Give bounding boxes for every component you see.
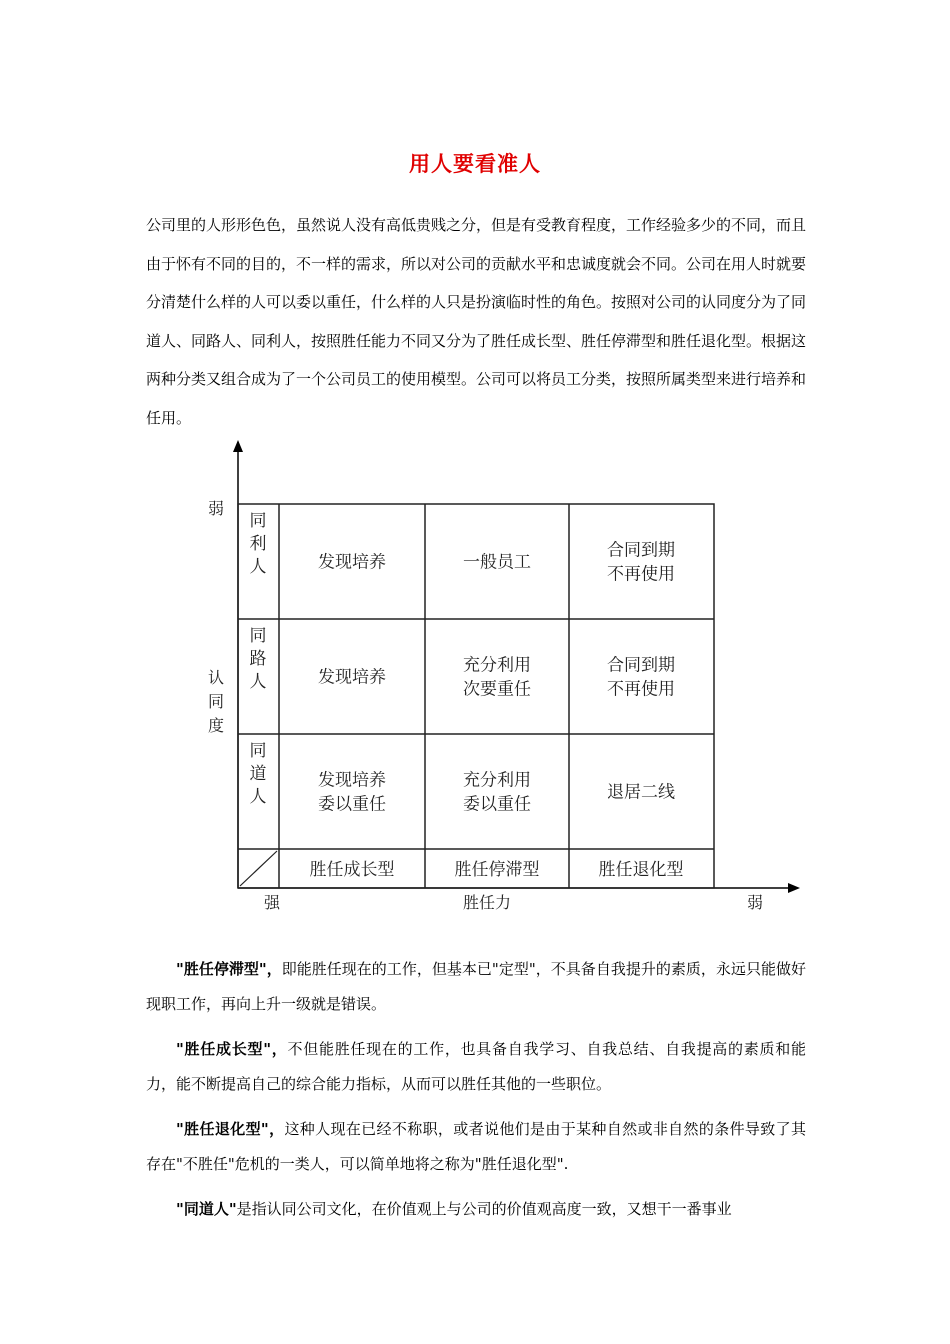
row-label-char: 利 — [249, 534, 267, 554]
y-axis-label: 认同度 — [207, 668, 225, 735]
x-axis-arrow — [788, 883, 800, 893]
row-label-char: 人 — [249, 787, 267, 807]
term: "胜任停滞型"， — [176, 960, 282, 978]
grid-cell-text: 合同到期 — [607, 655, 675, 676]
grid-border — [238, 504, 714, 888]
body: 即能胜任现在的工作，但基本已"定型"，不具备自我提升的素质，永远只能做好现职工作，再向上升一级就是错误。 — [146, 960, 806, 1013]
column-label: 胜任成长型 — [309, 860, 395, 880]
x-axis-left-label: 强 — [263, 893, 281, 912]
corner-diagonal — [240, 851, 277, 886]
grid-cell-text: 发现培养 — [318, 667, 386, 688]
grid-cell-text: 一般员工 — [463, 552, 531, 573]
row-label-char: 同 — [249, 741, 267, 761]
grid-cell-text: 次要重任 — [463, 679, 531, 700]
grid-cell-text: 不再使用 — [607, 564, 675, 585]
row-label-char: 人 — [249, 557, 267, 577]
x-axis-label: 胜任力 — [462, 893, 512, 912]
body: 不但能胜任现在的工作，也具备自我学习、自我总结、自我提高的素质和能力，能不断提高自己的综合能力指标，从而可以胜任其他的一些职位。 — [146, 1040, 806, 1093]
row-label-char: 人 — [249, 672, 267, 692]
x-axis-right-label: 弱 — [746, 893, 764, 912]
grid-cell-text: 发现培养 — [318, 552, 386, 573]
row-label-char: 道 — [249, 764, 267, 784]
column-label: 胜任退化型 — [598, 860, 684, 880]
term: "同道人" — [176, 1200, 237, 1218]
grid-cell-text: 不再使用 — [607, 679, 675, 700]
grid-cell-text: 委以重任 — [318, 794, 386, 815]
grid-cell-text: 退居二线 — [607, 782, 675, 803]
page-title: 用人要看准人 — [409, 151, 541, 176]
term: "胜任成长型"， — [176, 1040, 288, 1058]
y-axis-top-label: 弱 — [207, 499, 225, 518]
paragraph-regress — [146, 1112, 806, 1182]
intro-paragraph: 公司里的人形形色色，虽然说人没有高低贵贱之分，但是有受教育程度，工作经验多少的不同，而且由于怀有不同的目的，不一样的需求，所以对公司的贡献水平和忠诚度就会不同。公司在用人时就要分清楚什么样的人可以委以重任，什么样的人只是扮演临时性的角色。按照对公司的认同度分为了同道人、同路人、同利人，按照胜任能力不同又分为了胜任成长型、胜任停滞型和胜任退化型。根据这两种分类又组合成为了一个公司员工的使用模型。公司可以将员工分类，按照所属类型来进行培养和任用。 — [146, 216, 807, 427]
body: 这种人现在已经不称职，或者说他们是由于某种自然或非自然的条件导致了其存在"不胜任"危机的一类人，可以简单地将之称为"胜任退化型". — [146, 1120, 806, 1173]
paragraph-fellow-traveler — [146, 1192, 806, 1227]
column-label: 胜任停滞型 — [454, 860, 540, 880]
grid-cell-text: 充分利用 — [463, 770, 531, 791]
grid-cell-text: 发现培养 — [318, 770, 386, 791]
body: 是指认同公司文化，在价值观上与公司的价值观高度一致，又想干一番事业 — [236, 1200, 732, 1218]
row-label-char: 同 — [249, 626, 267, 646]
y-axis-arrow — [233, 440, 243, 452]
grid-cell-text: 委以重任 — [463, 794, 531, 815]
paragraph-stagnant — [146, 952, 806, 1022]
grid-cell-text: 合同到期 — [607, 540, 675, 561]
row-label-char: 路 — [249, 649, 267, 669]
grid-cell-text: 充分利用 — [463, 655, 531, 676]
paragraph-growth — [146, 1032, 806, 1102]
row-label-char: 同 — [249, 511, 267, 531]
term: "胜任退化型"， — [176, 1120, 285, 1138]
